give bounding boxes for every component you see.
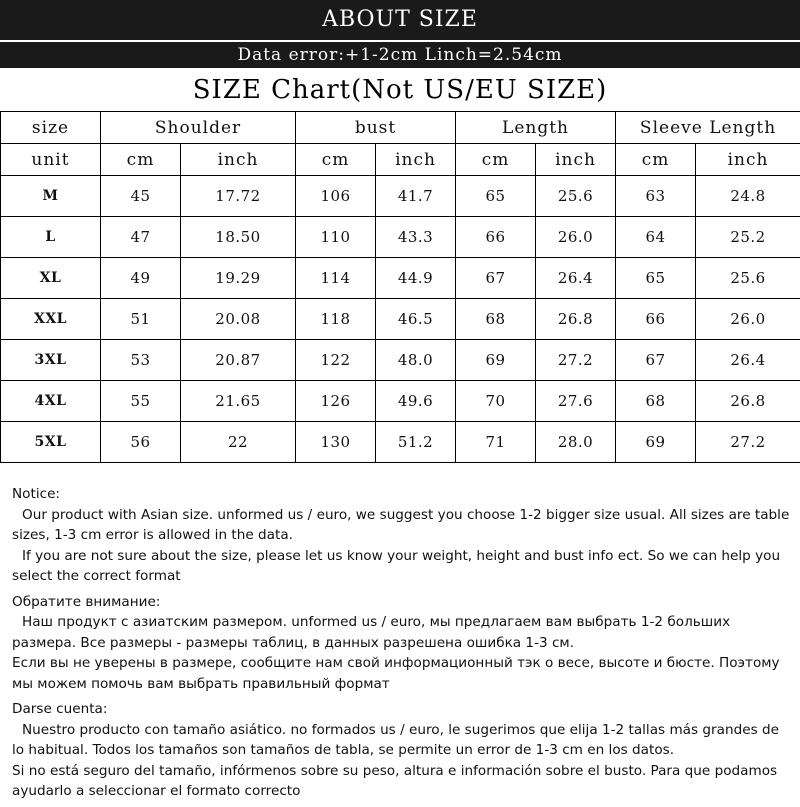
table-row [1, 381, 800, 422]
table-cell: 130 [296, 422, 376, 463]
table-cell: 27.2 [696, 422, 800, 463]
size-cell: XL [1, 258, 101, 299]
group-length: Length [456, 112, 616, 144]
unit-cell: cm [101, 144, 181, 176]
table-cell: 65 [616, 258, 696, 299]
table-cell: 27.2 [536, 340, 616, 381]
notes-paragraph: If you are not sure about the size, please let us know your weight, height and bust info ect. So we can help you select the correct format [12, 546, 794, 587]
table-cell: 67 [616, 340, 696, 381]
table-cell: 118 [296, 299, 376, 340]
unit-cell: inch [181, 144, 296, 176]
notes-english [12, 484, 794, 587]
notes-paragraph: Наш продукт с азиатским размером. unformed us / euro, мы предлагаем вам выбрать 1-2 больших размера. Все размеры - размеры таблиц, в данных разрешена ошибка 1-3 см. [12, 612, 794, 653]
table-cell: 26.0 [696, 299, 800, 340]
table-row [1, 258, 800, 299]
table-cell: 53 [101, 340, 181, 381]
table-row [1, 217, 800, 258]
table-cell: 70 [456, 381, 536, 422]
group-bust: bust [296, 112, 456, 144]
table-cell: 18.50 [181, 217, 296, 258]
table-unit-row [1, 144, 800, 176]
chart-title: SIZE Chart(Not US/EU SIZE) [0, 68, 800, 112]
unit-cell: inch [536, 144, 616, 176]
table-cell: 51 [101, 299, 181, 340]
notes-paragraph: Nuestro producto con tamaño asiático. no formados us / euro, le sugerimos que elija 1-2 tallas más grandes de lo habitual. Todos los tamaños son tamaños de tabla, se permite un error de 1-3 cm en los datos. [12, 720, 794, 761]
table-cell: 26.8 [536, 299, 616, 340]
table-cell: 26.0 [536, 217, 616, 258]
table-cell: 68 [616, 381, 696, 422]
header-title: ABOUT SIZE [0, 0, 800, 40]
table-cell: 41.7 [376, 176, 456, 217]
table-cell: 63 [616, 176, 696, 217]
size-cell: L [1, 217, 101, 258]
unit-label: unit [1, 144, 101, 176]
table-row [1, 176, 800, 217]
table-cell: 43.3 [376, 217, 456, 258]
table-cell: 44.9 [376, 258, 456, 299]
table-cell: 69 [616, 422, 696, 463]
table-cell: 26.8 [696, 381, 800, 422]
table-row [1, 422, 800, 463]
notes-spanish [12, 699, 794, 802]
table-cell: 28.0 [536, 422, 616, 463]
table-cell: 46.5 [376, 299, 456, 340]
table-cell: 55 [101, 381, 181, 422]
table-cell: 114 [296, 258, 376, 299]
table-cell: 19.29 [181, 258, 296, 299]
table-cell: 68 [456, 299, 536, 340]
table-cell: 64 [616, 217, 696, 258]
group-shoulder: Shoulder [101, 112, 296, 144]
notes-paragraph: Если вы не уверены в размере, сообщите нам свой информационный тэк о весе, высоте и бюсте. Поэтому мы можем помочь вам выбрать правильный формат [12, 653, 794, 694]
unit-cell: inch [376, 144, 456, 176]
table-cell: 71 [456, 422, 536, 463]
table-cell: 56 [101, 422, 181, 463]
notes-heading: Notice: [12, 484, 794, 505]
table-row [1, 299, 800, 340]
unit-cell: cm [456, 144, 536, 176]
table-cell: 49.6 [376, 381, 456, 422]
table-cell: 49 [101, 258, 181, 299]
table-cell: 25.6 [696, 258, 800, 299]
unit-cell: inch [696, 144, 800, 176]
table-cell: 27.6 [536, 381, 616, 422]
table-cell: 122 [296, 340, 376, 381]
size-table [0, 111, 800, 463]
table-cell: 126 [296, 381, 376, 422]
table-row [1, 340, 800, 381]
table-cell: 47 [101, 217, 181, 258]
unit-cell: cm [616, 144, 696, 176]
notes-heading: Darse cuenta: [12, 699, 794, 720]
table-cell: 110 [296, 217, 376, 258]
notes-section [12, 484, 794, 807]
table-cell: 22 [181, 422, 296, 463]
table-cell: 106 [296, 176, 376, 217]
notes-russian [12, 592, 794, 695]
unit-cell: cm [296, 144, 376, 176]
notes-heading: Обратите внимание: [12, 592, 794, 613]
table-cell: 20.08 [181, 299, 296, 340]
table-cell: 66 [616, 299, 696, 340]
size-label: size [1, 112, 101, 144]
table-cell: 51.2 [376, 422, 456, 463]
table-cell: 17.72 [181, 176, 296, 217]
table-cell: 26.4 [536, 258, 616, 299]
notes-paragraph: Our product with Asian size. unformed us / euro, we suggest you choose 1-2 bigger size usual. All sizes are table sizes, 1-3 cm error is allowed in the data. [12, 505, 794, 546]
size-cell: XXL [1, 299, 101, 340]
table-cell: 67 [456, 258, 536, 299]
table-cell: 48.0 [376, 340, 456, 381]
table-cell: 69 [456, 340, 536, 381]
size-cell: 5XL [1, 422, 101, 463]
table-cell: 20.87 [181, 340, 296, 381]
table-cell: 25.6 [536, 176, 616, 217]
table-cell: 65 [456, 176, 536, 217]
table-cell: 24.8 [696, 176, 800, 217]
size-cell: 4XL [1, 381, 101, 422]
table-cell: 26.4 [696, 340, 800, 381]
size-cell: M [1, 176, 101, 217]
notes-paragraph: Si no está seguro del tamaño, infórmenos sobre su peso, altura e información sobre el busto. Para que podamos ayudarlo a seleccionar el formato correcto [12, 761, 794, 802]
table-cell: 21.65 [181, 381, 296, 422]
size-cell: 3XL [1, 340, 101, 381]
table-cell: 45 [101, 176, 181, 217]
table-cell: 25.2 [696, 217, 800, 258]
table-header-row [1, 112, 800, 144]
table-cell: 66 [456, 217, 536, 258]
group-sleeve-length: Sleeve Length [616, 112, 800, 144]
header-subtitle: Data error:+1-2cm Linch=2.54cm [0, 42, 800, 68]
